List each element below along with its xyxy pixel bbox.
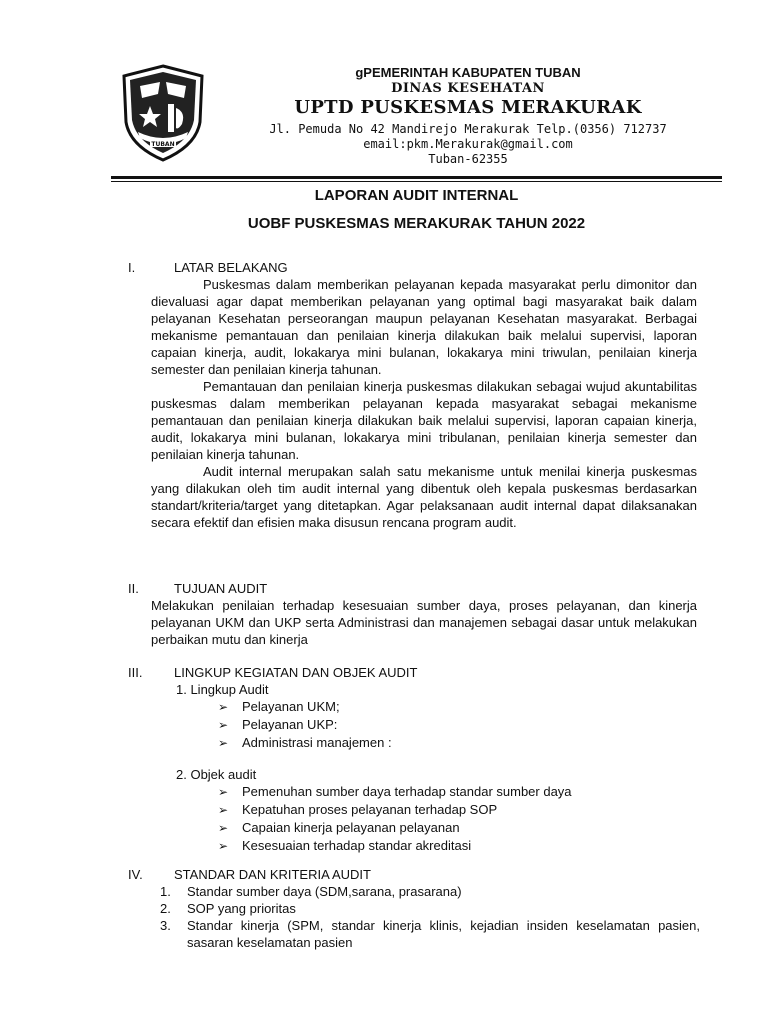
letterhead-department: DINAS KESEHATAN xyxy=(391,81,545,96)
section-4-heading xyxy=(128,866,371,883)
item-text: Standar sumber daya (SDM,sarana, prasarana) xyxy=(187,884,462,899)
section-title: STANDAR DAN KRITERIA AUDIT xyxy=(174,867,371,882)
section-number: IV. xyxy=(128,867,143,882)
paragraph: Pemantauan dan penilaian kinerja puskesmas dilakukan sebagai wujud akuntabilitas puskesmas dalam memberikan pelayanan kepada masyarakat sebagai mekanisme pemantauan dan penilaian kinerja dilakukan baik melalui supervisi, laporan capaian kinerja, audit, lokakarya mini bulanan, lokakarya mini tribulanan, penilaian kinerja semester dan penilaian kinerja tahunan. xyxy=(151,379,697,462)
item-text: SOP yang prioritas xyxy=(187,901,296,916)
section-2-body xyxy=(151,597,697,648)
section-title: LATAR BELAKANG xyxy=(174,260,288,275)
paragraph: Puskesmas dalam memberikan pelayanan kepada masyarakat perlu dimonitor dan dievaluasi agar dapat memberikan pelayanan yang optimal bagi masyarakat baik dalam pelayanan Kesehatan perseorangan maupun pelayanan Kesehatan masyarakat. Berbagai mekanisme pemantauan dan penilaian kinerja dilakukan baik melalui supervisi, laporan capaian kinerja, audit, lokakarya mini bulanan, lokakarya mini triwulan, penilaian kinerja semester dan penilaian kinerja tahunan. xyxy=(151,277,697,377)
list-item: ➢ Capaian kinerja pelayanan pelayanan xyxy=(218,819,572,837)
list-item: ➢ Pelayanan UKM; xyxy=(218,698,392,716)
report-title: LAPORAN AUDIT INTERNAL xyxy=(314,187,519,204)
list-item xyxy=(160,917,700,951)
list-item: ➢ Kesesuaian terhadap standar akreditasi xyxy=(218,837,572,855)
list-item: ➢ Pemenuhan sumber daya terhadap standar sumber daya xyxy=(218,783,572,801)
section-title: LINGKUP KEGIATAN DAN OBJEK AUDIT xyxy=(174,665,418,680)
section-number: III. xyxy=(128,665,143,680)
section-number: I. xyxy=(128,260,136,275)
scope-list xyxy=(218,698,392,752)
objects-list xyxy=(218,783,572,855)
section-title: TUJUAN AUDIT xyxy=(174,581,268,596)
criteria-list xyxy=(160,883,700,951)
letterhead-address: Jl. Pemuda No 42 Mandirejo Merakurak Telp.(0356) 712737 xyxy=(269,122,667,136)
section-3-heading xyxy=(128,664,417,681)
letterhead xyxy=(218,66,718,168)
letterhead-email: email:pkm.Merakurak@gmail.com xyxy=(363,137,573,151)
subsection-objects: 2. Objek audit xyxy=(176,767,257,782)
section-1-body xyxy=(151,276,697,531)
report-subtitle: UOBF PUSKESMAS MERAKURAK TAHUN 2022 xyxy=(247,215,586,232)
regency-emblem-icon xyxy=(120,64,206,162)
section-number: II. xyxy=(128,581,139,596)
svg-text:TUBAN: TUBAN xyxy=(151,141,175,148)
letterhead-city: Tuban-62355 xyxy=(428,152,508,166)
item-number: 3. xyxy=(160,918,171,933)
list-item: ➢ Kepatuhan proses pelayanan terhadap SOP xyxy=(218,801,572,819)
section-1-heading xyxy=(128,259,288,276)
paragraph: Audit internal merupakan salah satu mekanisme untuk menilai kinerja puskesmas yang dilakukan oleh tim audit internal yang dibentuk oleh kepala puskesmas berdasarkan standart/kriteria/target yang ditetapkan. Agar pelaksanaan audit internal dapat dilaksanakan secara efektif dan efisien maka disusun rencana program audit. xyxy=(151,464,697,530)
letterhead-government: gPEMERINTAH KABUPATEN TUBAN xyxy=(355,65,581,80)
list-item xyxy=(160,900,700,917)
subsection-scope: 1. Lingkup Audit xyxy=(176,682,269,697)
section-2-heading xyxy=(128,580,267,597)
letterhead-divider-thick xyxy=(111,176,722,179)
list-item: ➢ Administrasi manajemen : xyxy=(218,734,392,752)
list-item xyxy=(160,883,700,900)
item-number: 2. xyxy=(160,901,171,916)
letterhead-institution: UPTD PUSKESMAS MERAKURAK xyxy=(294,97,642,118)
item-number: 1. xyxy=(160,884,171,899)
paragraph: Melakukan penilaian terhadap kesesuaian sumber daya, proses pelayanan, dan kinerja pelayanan UKM dan UKP serta Administrasi dan manajemen sebagai dasar untuk melakukan perbaikan mutu dan kinerja xyxy=(151,598,697,647)
letterhead-divider-thin xyxy=(111,181,722,182)
item-text: Standar kinerja (SPM, standar kinerja klinis, kejadian insiden keselamatan pasien, sasaran keselamatan pasien xyxy=(187,918,700,950)
list-item: ➢ Pelayanan UKP: xyxy=(218,716,392,734)
